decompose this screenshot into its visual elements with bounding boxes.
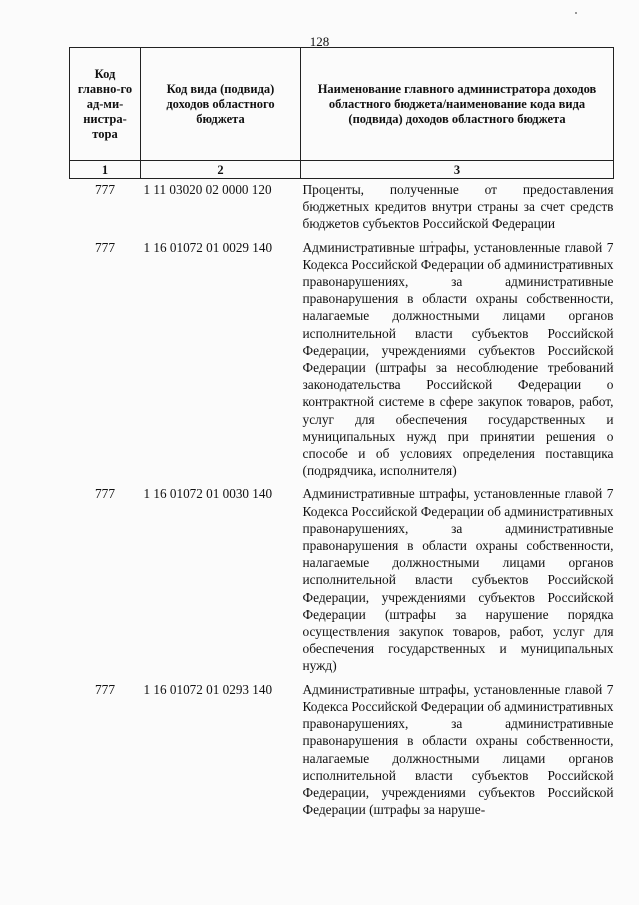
admin-code-cell: 777 [94,486,116,502]
revenue-code-cell: 1 16 01072 01 0029 140 [143,239,273,255]
header-admin-code: Код главно-го ад-ми-нистра-тора [70,48,141,161]
name-cell: Административные штрафы, установленные главой 7 Кодекса Российской Федерации об административных правонарушениях, за административные правонарушения в области охраны собственности, налагаемые должностными лицами органов исполнительной власти субъектов Российской Федерации, учреждениями субъектов Российской Федерации (штрафы за нарушение порядка осуществления закупок товаров, работ, услуг для обеспечения государственных и муниципальных нужд) [302,486,614,674]
admin-code-cell: 777 [94,239,116,255]
column-number-row [70,161,614,179]
name-cell: Административные штрафы, установленные главой 7 Кодекса Российской Федерации об административных правонарушениях, за административные правонарушения в области охраны собственности, налагаемые должностными лицами органов исполнительной власти субъектов Российской Федерации, учреждениями субъектов Российской Федерации (штрафы за наруше- [302,681,614,818]
revenue-code-cell: 1 16 01072 01 0030 140 [143,486,273,502]
column-number: 1 [70,161,141,179]
header-revenue-kind-code: Код вида (подвида) доходов областного бюджета [141,48,301,161]
table-row [70,483,614,678]
admin-code-cell: 777 [94,681,116,697]
scan-speck [575,12,577,14]
table-row [70,237,614,484]
page-number: 128 [309,34,330,49]
name-cell: Административные штрафы, установленные главой 7 Кодекса Российской Федерации об административных правонарушениях, за административные правонарушения в области охраны собственности, налагаемые должностными лицами органов исполнительной власти субъектов Российской Федерации, учреждениями субъектов Российской Федерации (штрафы за несоблюдение требований законодательства Российской Федерации о контрактной системе в сфере закупок товаров, работ, услуг для обеспечения государственных и муниципальных нужд при принятии решения о способе и об условиях определения поставщика (подрядчика, исполнителя) [302,239,614,479]
revenue-code-cell: 1 16 01072 01 0293 140 [143,681,273,697]
table-header-row [70,48,614,161]
table-row [70,679,614,823]
name-cell: Проценты, полученные от предоставления бюджетных кредитов внутри страны за счет средств бюджетов субъектов Российской Федерации [302,182,614,232]
revenue-code-cell: 1 11 03020 02 0000 120 [143,182,272,197]
column-number: 3 [301,161,614,179]
table-row [70,179,614,237]
admin-code-cell: 777 [94,182,116,197]
column-number: 2 [141,161,301,179]
revenue-codes-table [69,47,614,822]
header-name: Наименование главного администратора доходов областного бюджета/наименование кода вида (подвида) доходов областного бюджета [301,48,614,161]
